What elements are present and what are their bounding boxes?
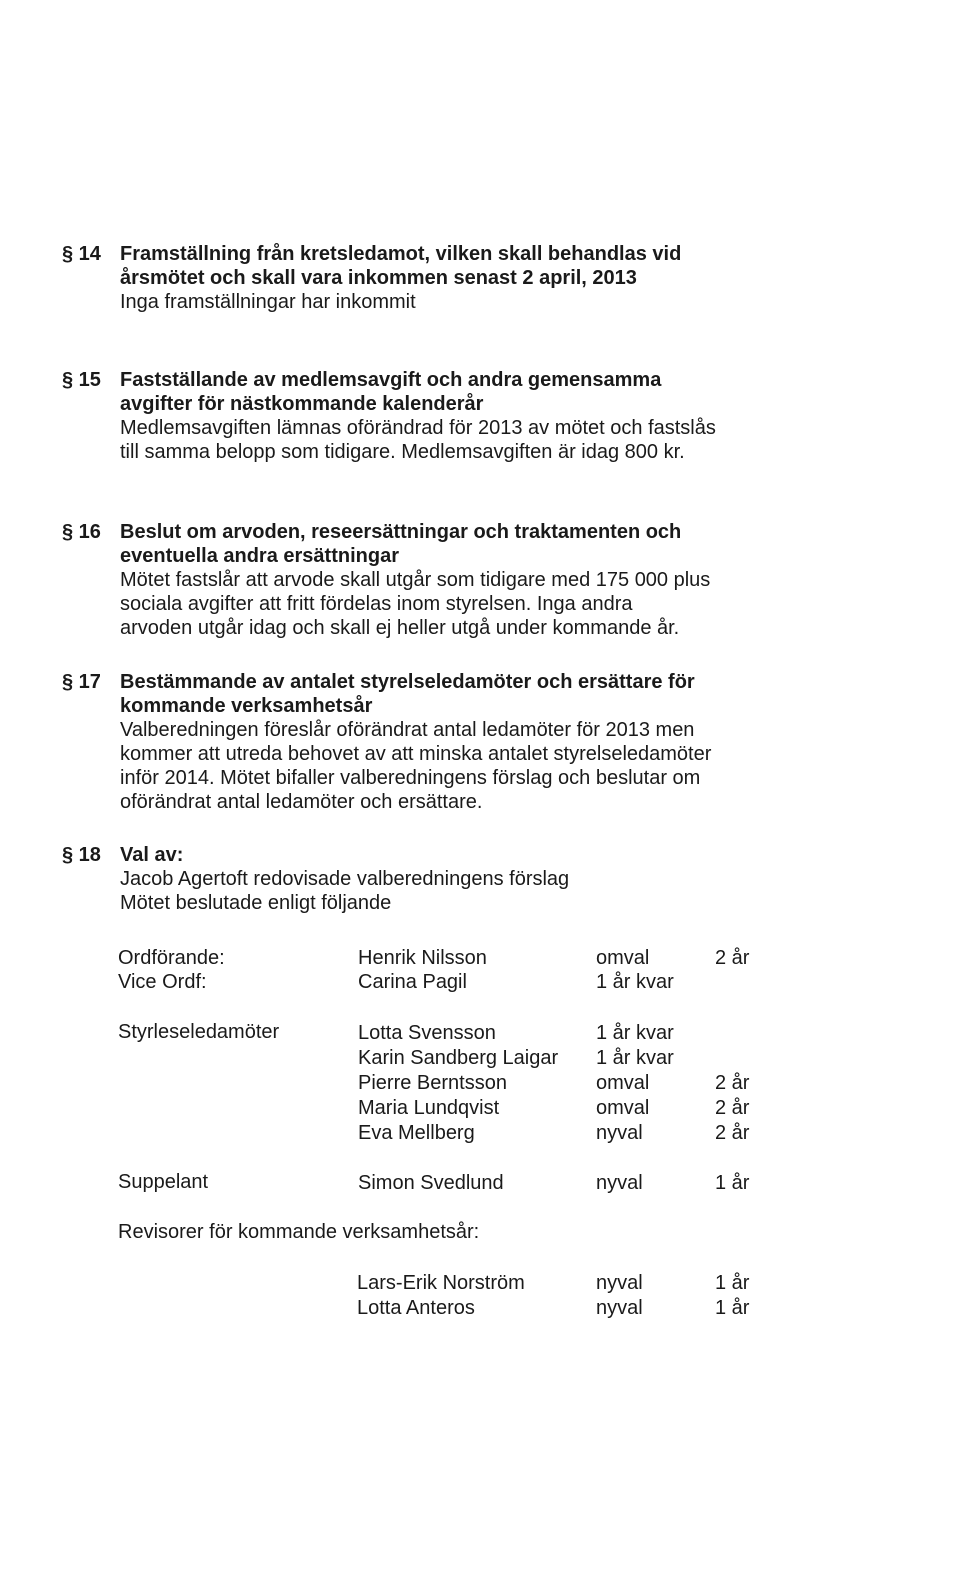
board-member-status: 1 år kvar: [596, 1047, 674, 1069]
board-member-term: 2 år: [715, 1097, 750, 1119]
board-label: Styrleseledamöter: [118, 1021, 280, 1043]
board-member-name: Lotta Svensson: [358, 1022, 496, 1044]
chair-label: Ordförande:: [118, 947, 225, 969]
section-heading: Beslut om arvoden, reseersättningar och traktamenten och eventuella andra ersättningar: [120, 521, 682, 567]
section-number: § 15: [62, 369, 101, 391]
board-member-term: 2 år: [715, 1072, 750, 1094]
section-heading: Val av:: [120, 844, 184, 866]
auditor-term: 1 år: [715, 1297, 750, 1319]
section-body: Medlemsavgiften lämnas oförändrad för 2013 av mötet och fastslås till samma belopp som tidigare. Medlemsavgiften är idag 800 kr.: [120, 417, 716, 463]
board-member-name: Karin Sandberg Laigar: [358, 1047, 559, 1069]
deputy-label: Suppelant: [118, 1171, 209, 1193]
section-heading: Framställning från kretsledamot, vilken skall behandlas vid årsmötet och skall vara inkommen senast 2 april, 2013: [120, 243, 682, 289]
section-number: § 14: [62, 243, 101, 265]
board-member-status: 1 år kvar: [596, 1022, 674, 1044]
section-heading: Bestämmande av antalet styrelseledamöter och ersättare för kommande verksamhetsår: [120, 671, 695, 717]
auditor-name: Lars-Erik Norström: [357, 1272, 525, 1294]
deputy-name: Simon Svedlund: [358, 1172, 504, 1194]
section-heading: Fastställande av medlemsavgift och andra gemensamma avgifter för nästkommande kalenderår: [120, 369, 662, 415]
auditors-label: Revisorer för kommande verksamhetsår:: [118, 1221, 480, 1243]
chair-status: omval: [596, 947, 650, 969]
chair-name: Henrik Nilsson: [358, 947, 487, 969]
deputy-term: 1 år: [715, 1172, 750, 1194]
auditor-name: Lotta Anteros: [357, 1297, 475, 1319]
auditor-term: 1 år: [715, 1272, 750, 1294]
vice-status: 1 år kvar: [596, 971, 674, 993]
section-number: § 18: [62, 844, 101, 866]
section-number: § 16: [62, 521, 101, 543]
auditor-status: nyval: [596, 1297, 643, 1319]
board-member-status: omval: [596, 1097, 650, 1119]
board-member-name: Pierre Berntsson: [358, 1072, 507, 1094]
board-member-status: nyval: [596, 1122, 643, 1144]
vice-name: Carina Pagil: [358, 971, 467, 993]
auditor-status: nyval: [596, 1272, 643, 1294]
board-member-name: Maria Lundqvist: [358, 1097, 500, 1119]
board-member-term: 2 år: [715, 1122, 750, 1144]
deputy-status: nyval: [596, 1172, 643, 1194]
board-member-status: omval: [596, 1072, 650, 1094]
section-number: § 17: [62, 671, 101, 693]
board-member-name: Eva Mellberg: [358, 1122, 475, 1144]
chair-term: 2 år: [715, 947, 750, 969]
vice-label: Vice Ordf:: [118, 971, 207, 993]
section-body: Inga framställningar har inkommit: [120, 291, 416, 313]
section-body: Valberedningen föreslår oförändrat antal ledamöter för 2013 men kommer att utreda behovet av att minska antalet styrelseledamöter inför 2014. Mötet bifaller valberedningens förslag och beslutar om oförändrat antal ledamöter och ersättare.: [120, 719, 712, 813]
section-body: Jacob Agertoft redovisade valberedningens förslag Mötet beslutade enligt följande: [120, 868, 570, 914]
section-body: Mötet fastslår att arvode skall utgår som tidigare med 175 000 plus sociala avgifter att fritt fördelas inom styrelsen. Inga andra arvoden utgår idag och skall ej heller utgå under kommande år.: [120, 569, 711, 639]
